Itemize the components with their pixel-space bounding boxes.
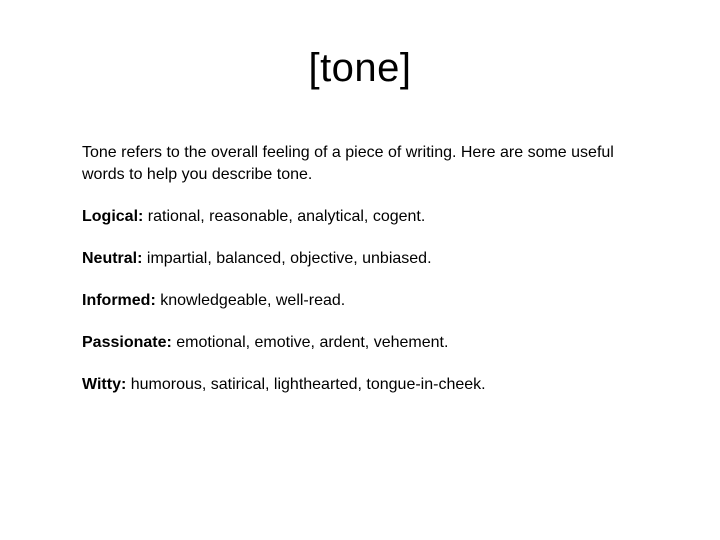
term-words: humorous, satirical, lighthearted, tongue-in-cheek.: [126, 376, 486, 393]
slide-body: [82, 142, 642, 416]
term-label: Informed:: [82, 292, 156, 309]
term-row-logical: [82, 206, 642, 228]
term-words: knowledgeable, well-read.: [155, 292, 346, 309]
term-words: impartial, balanced, objective, unbiased.: [142, 250, 432, 267]
term-row-passionate: [82, 332, 642, 354]
term-label: Logical:: [82, 208, 144, 225]
intro-paragraph: Tone refers to the overall feeling of a piece of writing. Here are some useful words to help you describe tone.: [82, 144, 614, 183]
term-label: Witty:: [82, 376, 127, 393]
term-row-informed: [82, 290, 642, 312]
term-label: Passionate:: [82, 334, 172, 351]
term-row-neutral: [82, 248, 642, 270]
term-label: Neutral:: [82, 250, 143, 267]
term-row-witty: [82, 374, 642, 396]
term-words: rational, reasonable, analytical, cogent.: [143, 208, 426, 225]
term-words: emotional, emotive, ardent, vehement.: [171, 334, 449, 351]
slide-title: [tone]: [308, 46, 412, 90]
